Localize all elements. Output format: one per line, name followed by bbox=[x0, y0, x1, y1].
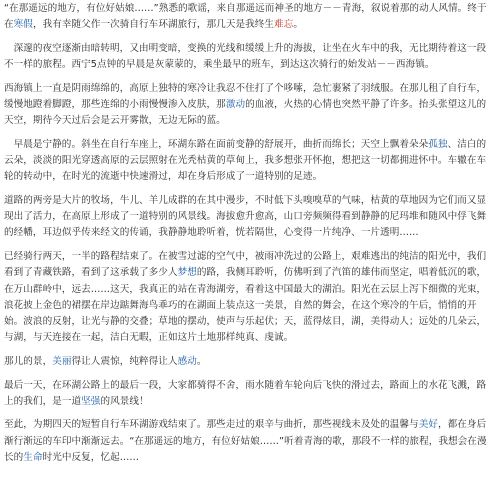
keyword-link[interactable]: 梦想 bbox=[177, 267, 197, 279]
paragraph-text: 的路，我侧耳聆听，仿佛听到了汽笛的雄伟而坚定，唱着低沉的歌，在万山群岭中，远去……这天，我真正的站在青海湖旁，看着这中国最大的湖泊。阳光在云层上泻下细微的光束，浪花披上金色的裙摆在岸边踮舞海鸟乖巧的在湖面上装点这一美景，自然的舞会，在这个寒冷的午后，悄悄的开始。波浪的反射，让光与静的交叠；草地的摆动，使声与乐起伏；天，蓝得炫目，湖，美得动人；远处的几朵云，与湖，与天连接在一起，洁白无暇，正如这片土地那样纯真、虔诚。 bbox=[4, 267, 487, 344]
paragraph-text: 那儿的景， bbox=[4, 355, 53, 367]
paragraph-text: 最后一天，在环湖公路上的最后一段，大家都骑得不舍，雨水随着车轮向后飞快的滑过去，路面上的水花飞溅，路上的我们，是一道 bbox=[4, 379, 487, 407]
paragraph-text: 深邃的夜空逐渐由暗转明，又由明变暗，变换的光线和缓缓上升的海拔，让坐在火车中的我，无比期待着这一段不一样的旅程。西宁5点钟的早晨是灰蒙蒙的，乘坐最早的班车，到达这次骑行的始发站－－西海镇。 bbox=[4, 42, 487, 71]
keyword-link[interactable]: 感动 bbox=[177, 355, 197, 367]
keyword-link[interactable]: 坚强 bbox=[81, 395, 101, 407]
paragraph-text: 得让人震惊，纯粹得让人 bbox=[71, 355, 178, 367]
keyword-link[interactable]: 美丽 bbox=[52, 355, 72, 367]
article-paragraph bbox=[4, 81, 494, 130]
article-paragraph bbox=[4, 1, 494, 33]
keyword-link[interactable]: 美好 bbox=[418, 419, 438, 431]
paragraph-text: 至此，为期四天的短暂自行车环湖游戏结束了。那些走过的艰辛与曲折，那些视线未及处的温馨与 bbox=[4, 419, 419, 431]
paragraph-text: 。 bbox=[196, 355, 207, 367]
paragraph-text: 的风景线！ bbox=[100, 395, 149, 407]
article-paragraph bbox=[4, 354, 494, 370]
keyword-link[interactable]: 生命 bbox=[23, 451, 43, 463]
article-paragraph bbox=[4, 378, 494, 410]
keyword-link[interactable]: 寒假 bbox=[13, 19, 33, 31]
paragraph-text: 西海镇上一直是阴雨绵绵的，高原上独特的寒冷让我忍不住打了个哆嗦，急忙裹紧了羽绒服。在那儿租了自行车，缓慢地蹬着脚蹬，那些连绵的小雨慢慢渗入皮肤，那 bbox=[4, 82, 487, 111]
paragraph-text: 时光中反复，忆起…… bbox=[42, 451, 140, 463]
paragraph-text: 道路的两旁是大片的牧场，牛儿、羊儿成群的在其中漫步，不时低下头嗅嗅草的气味，枯黄的草地因为它们而又显现出了活力，在高原上形成了一道特别的风景线。海拔愈升愈高，山口旁频频得看到静静的尼玛堆和随风中俘飞舞的经幡，耳边似乎传来经文的传诵，我静静地聆听着，恍若隔世，心变得一片纯净、一片透明…… bbox=[4, 195, 487, 239]
article-paragraph bbox=[4, 193, 494, 242]
paragraph-text: “在那遥远的地方，有位好姑娘……”熟悉的歌谣，来自那遥远而神圣的地方－－青海，叙说着那的动人风情。终于在 bbox=[4, 3, 487, 31]
article-paragraph bbox=[4, 249, 494, 346]
article-paragraph bbox=[4, 417, 494, 466]
paragraph-text: 、洁白的云朵，淡淡的阳光穿透高原的云层照射在光秃枯黄的草甸上，我多想张开怀抱，想把这一切都拥进怀中。车辙在车轮的转动中，在时光的流逝中快速滑过，却在身后形成了一道特别的足迹。 bbox=[4, 138, 487, 183]
paragraph-text: 。 bbox=[293, 19, 303, 31]
keyword-link[interactable]: 难忘 bbox=[274, 19, 294, 31]
paragraph-text: ，都在身后渐行渐远的车印中渐渐远去。“在那遥远的地方，有位好姑娘……”听着青海的歌，那段不一样的旅程，我想会在漫长的 bbox=[4, 419, 487, 463]
paragraph-text: 的血液，火热的心情也突然平静了许多。抬头张望这儿的天空，期待今天过后会是云开雾散，无边无际的蓝。 bbox=[4, 99, 487, 127]
article-paragraph bbox=[4, 137, 494, 186]
paragraph-text: 已经骑行两天，一半的路程结束了。在被雪过滤的空气中，被雨冲洗过的公路上，艰难逃出的纯洁的阳光中，我们看到了青藏铁路，看到了这承载了多少人 bbox=[4, 251, 487, 279]
paragraph-text: 早晨是宁静的。斜坐在自行车座上，环湖东路在面前变静的舒展开，曲折而绵长；天空上飘着朵朵 bbox=[13, 138, 429, 150]
keyword-link[interactable]: 孤独 bbox=[428, 138, 448, 150]
article-paragraph bbox=[4, 41, 494, 73]
paragraph-text: ，我有幸随父作一次骑自行车环湖旅行，那几天是我终生 bbox=[32, 19, 275, 31]
keyword-link[interactable]: 激动 bbox=[225, 99, 246, 111]
